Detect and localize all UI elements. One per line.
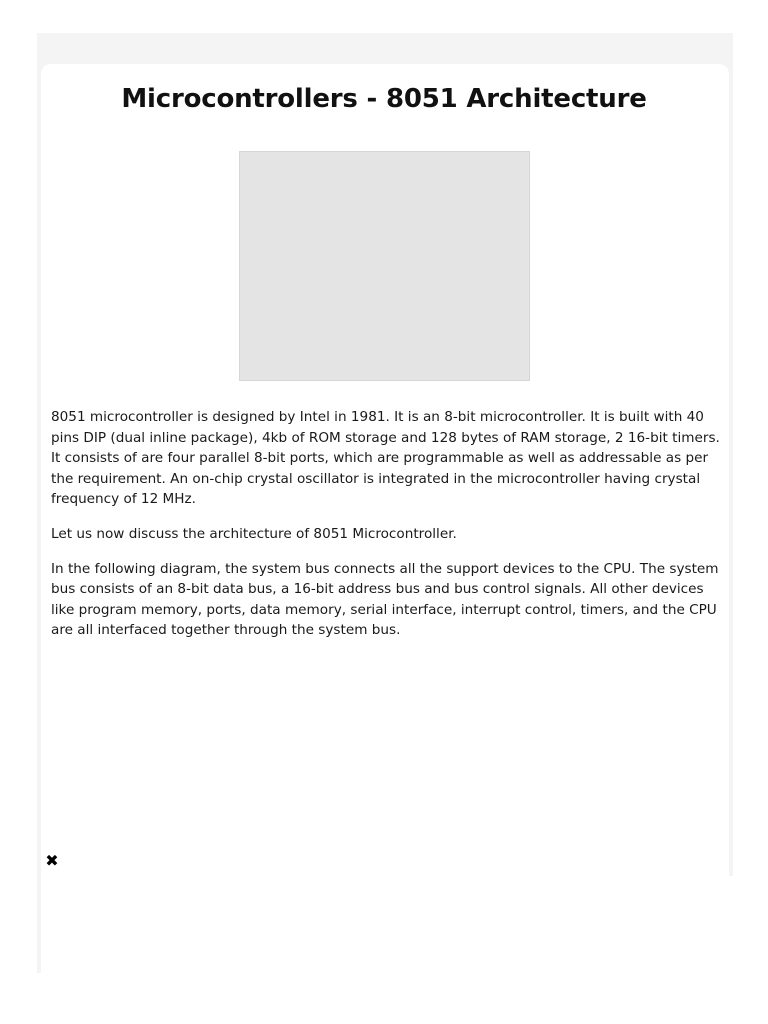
close-icon[interactable]: ✖: [45, 851, 59, 870]
bottom-overlay-area: [41, 876, 733, 973]
ad-placeholder: [239, 151, 530, 381]
article-body: [51, 407, 723, 655]
page-title: Microcontrollers - 8051 Architecture: [121, 84, 647, 114]
article-paragraph: Let us now discuss the architecture of 8051 Microcontroller.: [51, 525, 457, 542]
article-paragraph: 8051 microcontroller is designed by Intel in 1981. It is an 8-bit microcontroller. It is built with 40 pins DIP (dual inline package), 4kb of ROM storage and 128 bytes of RAM storage, 2 16-bit timers. It consists of are four parallel 8-bit ports, which are programmable as well as addressable as per the requirement. An on-chip crystal oscillator is integrated in the microcontroller having crystal frequency of 12 MHz.: [51, 409, 720, 508]
article-paragraph: In the following diagram, the system bus connects all the support devices to the CPU. The system bus consists of an 8-bit data bus, a 16-bit address bus and bus control signals. All other devices like program memory, ports, data memory, serial interface, interrupt control, timers, and the CPU are all interfaced together through the system bus.: [51, 560, 719, 639]
ad-placeholder-label: [382, 260, 386, 272]
